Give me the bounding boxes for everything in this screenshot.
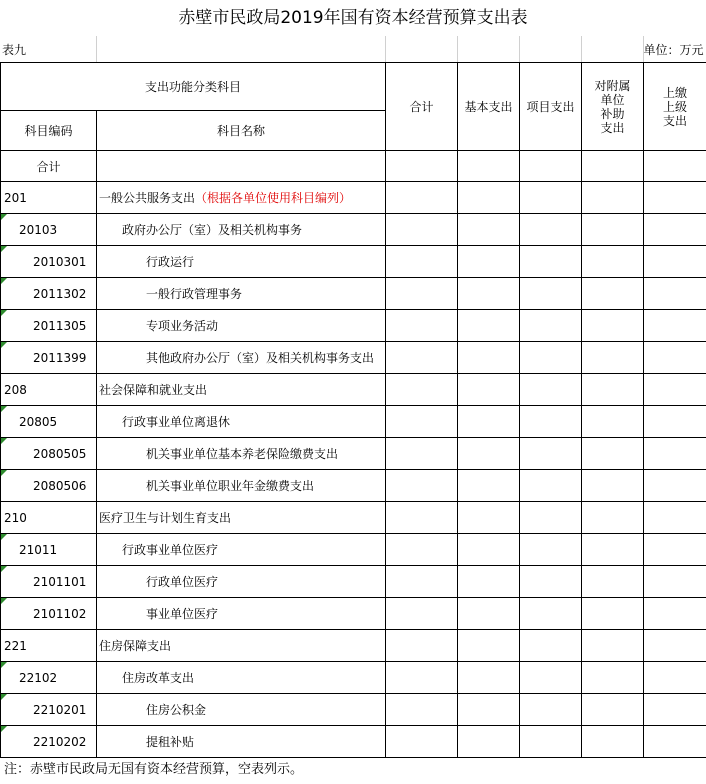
error-marker-icon xyxy=(1,566,7,572)
cell[interactable] xyxy=(520,598,582,630)
cell[interactable] xyxy=(582,406,644,438)
cell[interactable] xyxy=(520,214,582,246)
row-code[interactable]: 2101101 xyxy=(1,566,97,598)
row-name[interactable]: 专项业务活动 xyxy=(97,310,386,342)
cell[interactable] xyxy=(520,726,582,758)
cell[interactable] xyxy=(386,566,458,598)
row-name[interactable]: 行政事业单位医疗 xyxy=(97,534,386,566)
cell[interactable] xyxy=(520,630,582,662)
row-name[interactable]: 住房公积金 xyxy=(97,694,386,726)
cell[interactable] xyxy=(644,278,706,310)
row-code[interactable]: 22102 xyxy=(1,662,97,694)
error-marker-icon xyxy=(1,662,7,668)
header-name: 科目名称 xyxy=(97,111,386,151)
cell[interactable] xyxy=(520,502,582,534)
table-row xyxy=(1,470,706,502)
cell[interactable] xyxy=(582,214,644,246)
error-marker-icon xyxy=(1,246,7,252)
table-row xyxy=(1,534,706,566)
cell[interactable] xyxy=(644,182,706,214)
cell[interactable] xyxy=(458,598,520,630)
header-code: 科目编码 xyxy=(1,111,97,151)
cell[interactable] xyxy=(520,534,582,566)
header-basic: 基本支出 xyxy=(458,63,520,151)
cell[interactable] xyxy=(582,534,644,566)
cell[interactable] xyxy=(458,214,520,246)
row-code[interactable]: 2011399 xyxy=(1,342,97,374)
error-marker-icon xyxy=(1,214,7,220)
row-code[interactable]: 20103 xyxy=(1,214,97,246)
cell[interactable] xyxy=(458,374,520,406)
table-row xyxy=(1,406,706,438)
cell[interactable] xyxy=(582,630,644,662)
cell[interactable] xyxy=(520,278,582,310)
unit-label: 单位：万元 xyxy=(643,42,704,57)
row-code[interactable]: 20805 xyxy=(1,406,97,438)
cell[interactable] xyxy=(386,694,458,726)
cell[interactable] xyxy=(644,151,706,182)
cell[interactable] xyxy=(520,246,582,278)
table-row xyxy=(1,598,706,630)
row-code[interactable]: 210 xyxy=(1,502,97,534)
footnote: 注：赤壁市民政局无国有资本经营预算，空表列示。 xyxy=(4,762,304,777)
cell[interactable] xyxy=(582,151,644,182)
cell[interactable] xyxy=(458,151,520,182)
cell[interactable] xyxy=(520,310,582,342)
cell[interactable] xyxy=(644,566,706,598)
cell[interactable] xyxy=(386,598,458,630)
cell[interactable] xyxy=(582,182,644,214)
cell[interactable] xyxy=(520,438,582,470)
cell[interactable] xyxy=(458,630,520,662)
row-name[interactable]: 政府办公厅（室）及相关机构事务 xyxy=(97,214,386,246)
cell[interactable] xyxy=(644,662,706,694)
row-name[interactable]: 机关事业单位基本养老保险缴费支出 xyxy=(97,438,386,470)
error-marker-icon xyxy=(1,342,7,348)
cell[interactable] xyxy=(644,246,706,278)
cell[interactable] xyxy=(386,214,458,246)
table-row xyxy=(1,502,706,534)
table-row xyxy=(1,566,706,598)
header-classification: 支出功能分类科目 xyxy=(1,63,386,111)
row-name[interactable]: 医疗卫生与计划生育支出 xyxy=(97,502,386,534)
table-row xyxy=(1,694,706,726)
cell[interactable] xyxy=(520,374,582,406)
error-marker-icon xyxy=(1,598,7,604)
cell[interactable] xyxy=(520,470,582,502)
cell[interactable] xyxy=(644,502,706,534)
cell[interactable] xyxy=(582,278,644,310)
error-marker-icon xyxy=(1,694,7,700)
cell[interactable] xyxy=(458,342,520,374)
row-name[interactable]: 社会保障和就业支出 xyxy=(97,374,386,406)
table-row xyxy=(1,630,706,662)
table-row xyxy=(1,374,706,406)
meta-row xyxy=(0,36,706,62)
cell[interactable] xyxy=(386,342,458,374)
row-name[interactable]: 提租补贴 xyxy=(97,726,386,758)
error-marker-icon xyxy=(1,278,7,284)
cell[interactable] xyxy=(386,182,458,214)
cell[interactable] xyxy=(458,726,520,758)
cell[interactable] xyxy=(582,246,644,278)
cell[interactable] xyxy=(582,694,644,726)
cell[interactable] xyxy=(644,438,706,470)
total-name xyxy=(97,151,386,182)
cell[interactable] xyxy=(520,151,582,182)
table-label: 表九 xyxy=(0,36,96,62)
table-row xyxy=(1,278,706,310)
cell[interactable] xyxy=(386,630,458,662)
budget-table xyxy=(0,62,706,758)
table-row xyxy=(1,310,706,342)
cell[interactable] xyxy=(458,694,520,726)
cell[interactable] xyxy=(582,598,644,630)
row-name[interactable]: 行政单位医疗 xyxy=(97,566,386,598)
cell[interactable] xyxy=(386,662,458,694)
cell[interactable] xyxy=(644,534,706,566)
cell[interactable] xyxy=(386,502,458,534)
header-total: 合计 xyxy=(386,63,458,151)
cell[interactable] xyxy=(644,214,706,246)
cell[interactable] xyxy=(520,406,582,438)
error-marker-icon xyxy=(1,534,7,540)
cell[interactable] xyxy=(386,278,458,310)
header-project: 项目支出 xyxy=(520,63,582,151)
header-upper: 上缴 上级 支出 xyxy=(644,63,706,151)
cell[interactable] xyxy=(458,246,520,278)
table-row xyxy=(1,214,706,246)
row-code[interactable]: 2080505 xyxy=(1,438,97,470)
cell[interactable] xyxy=(458,438,520,470)
cell[interactable] xyxy=(386,246,458,278)
cell[interactable] xyxy=(520,182,582,214)
cell[interactable] xyxy=(386,470,458,502)
row-name[interactable]: 住房保障支出 xyxy=(97,630,386,662)
cell[interactable] xyxy=(458,278,520,310)
cell[interactable] xyxy=(520,342,582,374)
row-name[interactable]: 机关事业单位职业年金缴费支出 xyxy=(97,470,386,502)
row-code[interactable]: 2010301 xyxy=(1,246,97,278)
cell[interactable] xyxy=(386,534,458,566)
row-code[interactable]: 201 xyxy=(1,182,97,214)
cell[interactable] xyxy=(386,310,458,342)
row-code[interactable]: 21011 xyxy=(1,534,97,566)
row-code[interactable]: 208 xyxy=(1,374,97,406)
row-name[interactable]: 事业单位医疗 xyxy=(97,598,386,630)
cell[interactable] xyxy=(386,374,458,406)
total-label: 合计 xyxy=(1,151,97,182)
error-marker-icon xyxy=(1,726,7,732)
budget-sheet xyxy=(0,36,706,758)
table-row xyxy=(1,662,706,694)
row-name-note: （根据各单位使用科目编列） xyxy=(195,191,352,205)
row-code[interactable]: 2080506 xyxy=(1,470,97,502)
cell[interactable] xyxy=(644,310,706,342)
table-row xyxy=(1,726,706,758)
cell[interactable] xyxy=(644,342,706,374)
row-name[interactable]: 行政运行 xyxy=(97,246,386,278)
cell[interactable] xyxy=(582,662,644,694)
table-row xyxy=(1,182,706,214)
row-name[interactable]: 行政事业单位离退休 xyxy=(97,406,386,438)
row-code[interactable]: 221 xyxy=(1,630,97,662)
cell[interactable] xyxy=(582,342,644,374)
cell[interactable] xyxy=(386,438,458,470)
error-marker-icon xyxy=(1,406,7,412)
cell[interactable] xyxy=(458,406,520,438)
cell[interactable] xyxy=(644,598,706,630)
cell[interactable] xyxy=(458,662,520,694)
cell[interactable] xyxy=(582,566,644,598)
error-marker-icon xyxy=(1,438,7,444)
row-code[interactable]: 2011305 xyxy=(1,310,97,342)
cell[interactable] xyxy=(582,438,644,470)
cell[interactable] xyxy=(520,566,582,598)
table-row xyxy=(1,246,706,278)
cell[interactable] xyxy=(644,630,706,662)
cell[interactable] xyxy=(458,566,520,598)
cell[interactable] xyxy=(386,151,458,182)
row-name[interactable]: 一般公共服务支出（根据各单位使用科目编列） xyxy=(97,182,386,214)
row-code[interactable]: 2011302 xyxy=(1,278,97,310)
cell[interactable] xyxy=(520,662,582,694)
table-body xyxy=(1,182,706,758)
cell[interactable] xyxy=(644,406,706,438)
row-name[interactable]: 其他政府办公厅（室）及相关机构事务支出 xyxy=(97,342,386,374)
row-code[interactable]: 2101102 xyxy=(1,598,97,630)
row-code[interactable]: 2210202 xyxy=(1,726,97,758)
cell[interactable] xyxy=(582,310,644,342)
table-row xyxy=(1,438,706,470)
cell[interactable] xyxy=(644,374,706,406)
cell[interactable] xyxy=(582,502,644,534)
cell[interactable] xyxy=(458,534,520,566)
row-name[interactable]: 一般行政管理事务 xyxy=(97,278,386,310)
cell[interactable] xyxy=(458,310,520,342)
cell[interactable] xyxy=(520,694,582,726)
row-name[interactable]: 住房改革支出 xyxy=(97,662,386,694)
cell[interactable] xyxy=(386,726,458,758)
sheet-title: 赤壁市民政局2019年国有资本经营预算支出表 xyxy=(178,8,528,28)
cell[interactable] xyxy=(458,182,520,214)
cell[interactable] xyxy=(644,694,706,726)
cell[interactable] xyxy=(458,470,520,502)
cell[interactable] xyxy=(582,374,644,406)
error-marker-icon xyxy=(1,470,7,476)
cell[interactable] xyxy=(644,470,706,502)
table-row xyxy=(1,342,706,374)
cell[interactable] xyxy=(582,726,644,758)
row-code[interactable]: 2210201 xyxy=(1,694,97,726)
header-subsidy: 对附属 单位 补助 支出 xyxy=(582,63,644,151)
cell[interactable] xyxy=(644,726,706,758)
cell[interactable] xyxy=(386,406,458,438)
error-marker-icon xyxy=(1,310,7,316)
cell[interactable] xyxy=(582,470,644,502)
cell[interactable] xyxy=(458,502,520,534)
total-row xyxy=(1,151,706,182)
